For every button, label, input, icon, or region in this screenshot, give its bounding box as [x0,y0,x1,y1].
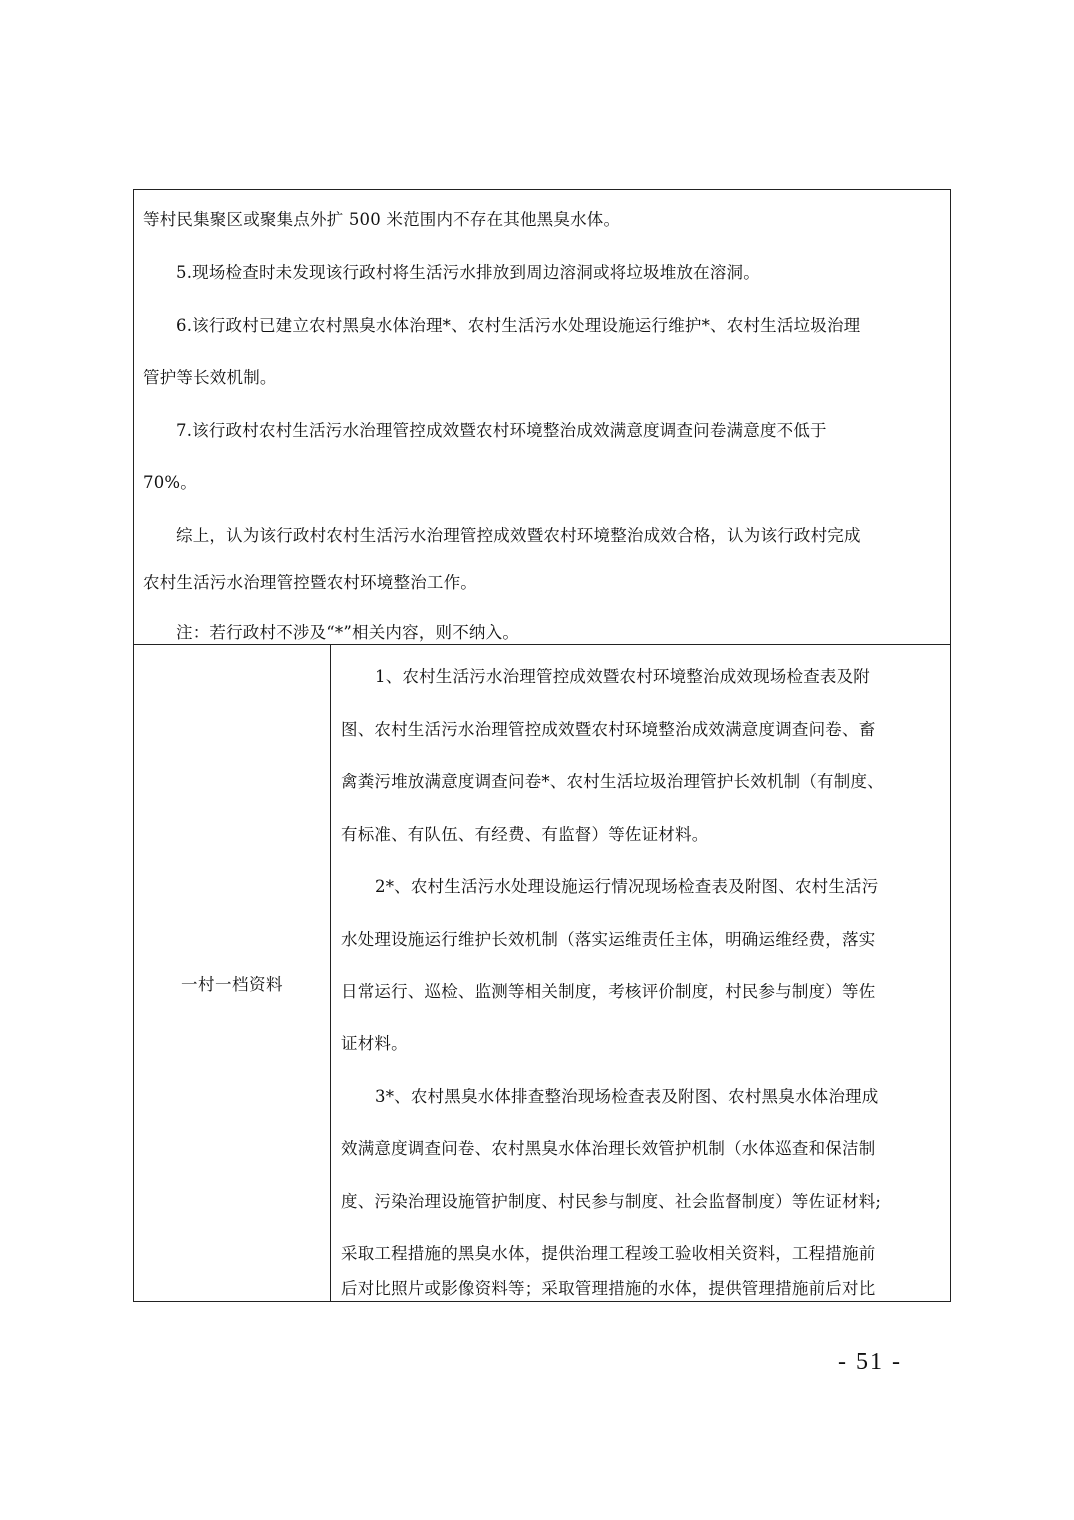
text-line: 5.现场检查时未发现该行政村将生活污水排放到周边溶洞或将垃圾堆放在溶洞。 [176,263,760,282]
document-table [133,189,951,1302]
text-line: 等村民集聚区或聚集点外扩 500 米范围内不存在其他黑臭水体。 [143,210,621,229]
text-line: 度、污染治理设施管护制度、村民参与制度、社会监督制度）等佐证材料; [341,1192,882,1211]
text-line: 日常运行、巡检、监测等相关制度，考核评价制度，村民参与制度）等佐 [341,982,876,1001]
materials-label: 一村一档资料 [181,975,283,994]
text-line: 7.该行政村农村生活污水治理管控成效暨农村环境整治成效满意度调查问卷满意度不低于 [176,421,827,440]
text-line: 效满意度调查问卷、农村黑臭水体治理长效管护机制（水体巡查和保洁制 [341,1139,876,1158]
text-line: 6.该行政村已建立农村黑臭水体治理*、农村生活污水处理设施运行维护*、农村生活垃圾治理 [176,316,861,335]
text-line: 农村生活污水治理管控暨农村环境整治工作。 [143,573,477,592]
text-line: 图、农村生活污水治理管控成效暨农村环境整治成效满意度调查问卷、畜 [341,720,876,739]
text-line: 管护等长效机制。 [143,368,277,387]
text-line: 综上，认为该行政村农村生活污水治理管控成效暨农村环境整治成效合格，认为该行政村完成 [176,526,861,545]
text-line: 后对比照片或影像资料等；采取管理措施的水体，提供管理措施前后对比 [341,1279,876,1298]
materials-label-cell [134,645,331,1301]
text-line: 证材料。 [341,1034,408,1053]
text-line: 有标准、有队伍、有经费、有监督）等佐证材料。 [341,825,709,844]
text-line: 70%。 [143,473,197,492]
page-number: - 51 - [838,1349,902,1375]
text-line: 1、农村生活污水治理管控成效暨农村环境整治成效现场检查表及附 [375,667,870,686]
text-line: 3*、农村黑臭水体排查整治现场检查表及附图、农村黑臭水体治理成 [375,1087,879,1106]
note-line: 注：若行政村不涉及“*”相关内容，则不纳入。 [176,623,520,642]
text-line: 2*、农村生活污水处理设施运行情况现场检查表及附图、农村生活污 [375,877,879,896]
text-line: 采取工程措施的黑臭水体，提供治理工程竣工验收相关资料，工程措施前 [341,1244,876,1263]
materials-content-cell [331,645,950,1301]
text-line: 水处理设施运行维护长效机制（落实运维责任主体，明确运维经费，落实 [341,930,876,949]
conclusion-cell [134,190,950,645]
text-line: 禽粪污堆放满意度调查问卷*、农村生活垃圾治理管护长效机制（有制度、 [341,772,884,791]
